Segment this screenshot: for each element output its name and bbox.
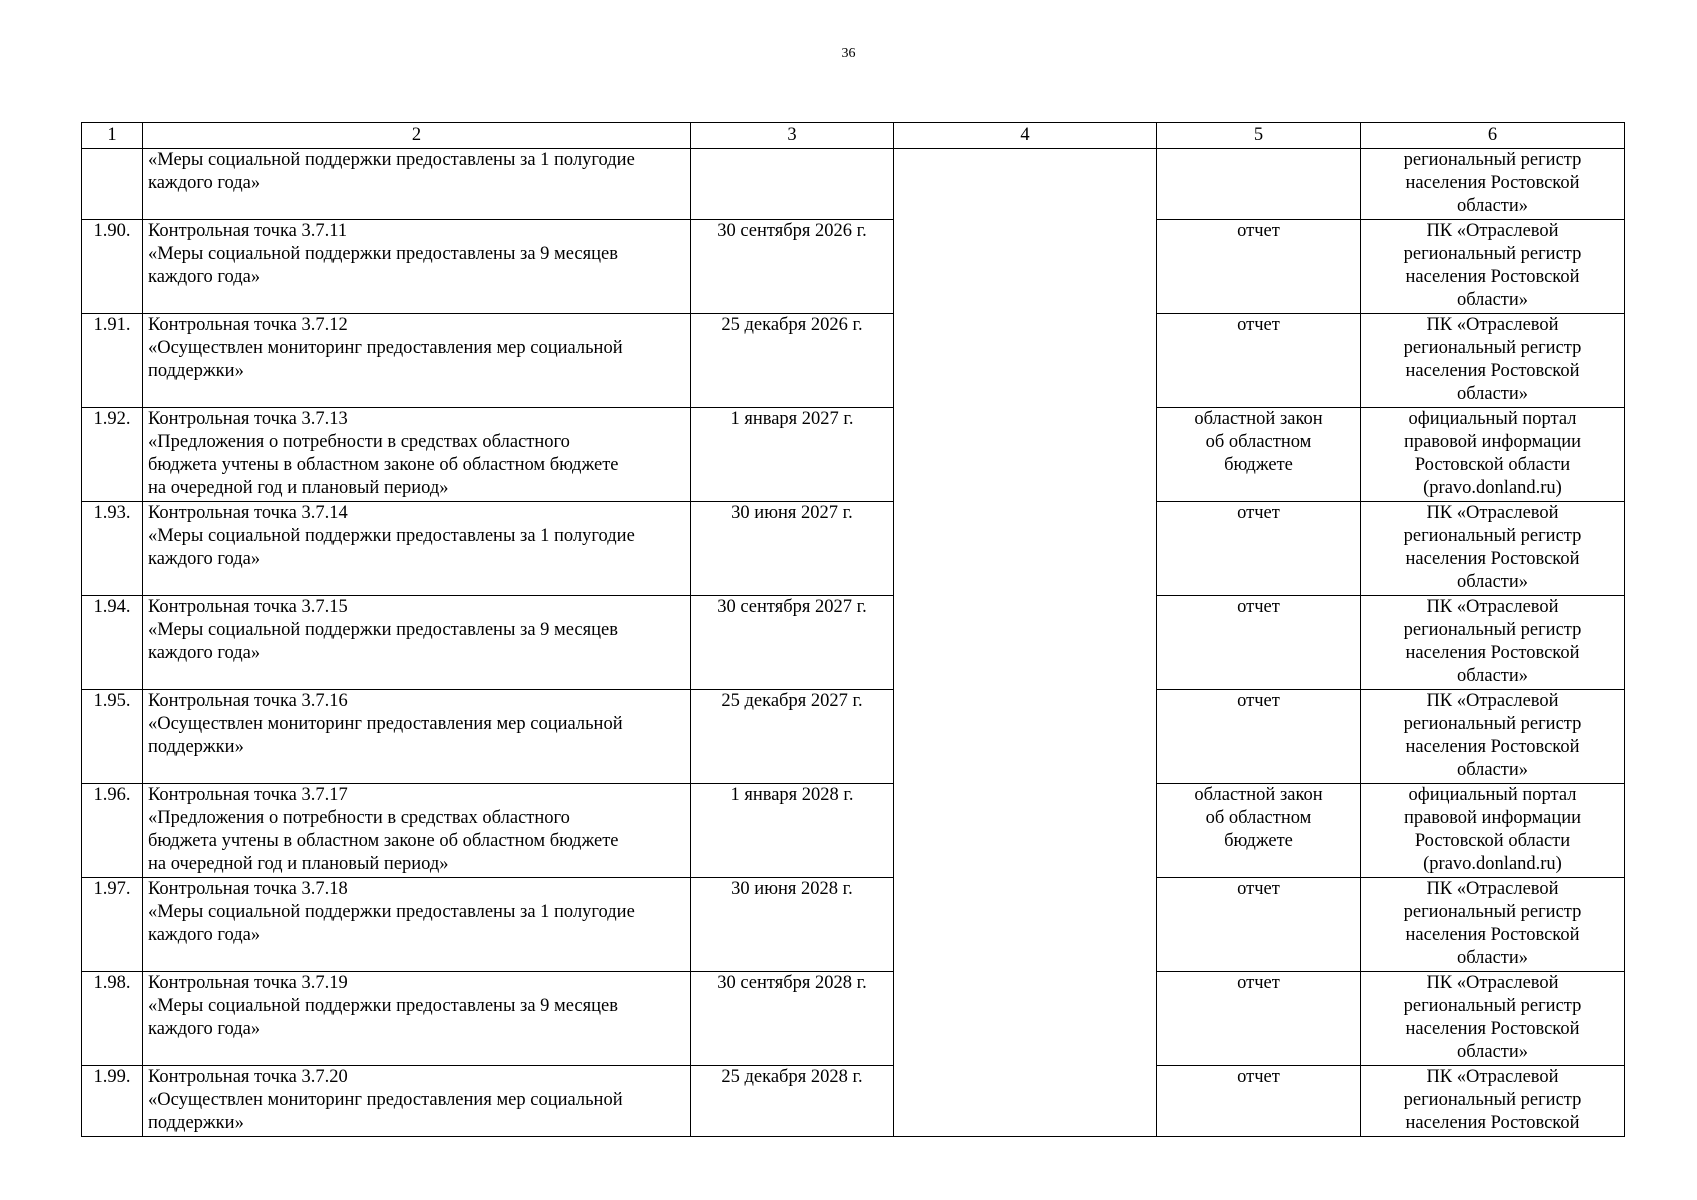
document-type-line: бюджете <box>1224 831 1293 851</box>
description-line: «Меры социальной поддержки предоставлены за 1 полугодие <box>148 902 635 922</box>
information-source-line: населения Ростовской <box>1405 737 1580 757</box>
row-information-source <box>1361 220 1625 314</box>
row-information-source <box>1361 502 1625 596</box>
description-line: «Осуществлен мониторинг предоставления мер социальной <box>148 338 623 358</box>
description-line: Контрольная точка 3.7.13 <box>148 409 348 429</box>
header-col-1: 1 <box>82 123 143 149</box>
information-source-line: области» <box>1456 196 1529 216</box>
information-source-line: ПК «Отраслевой <box>1426 973 1559 993</box>
description-line: Контрольная точка 3.7.19 <box>148 973 348 993</box>
information-source-line: официальный портал <box>1408 409 1577 429</box>
information-source-line: региональный регистр <box>1403 714 1582 734</box>
row-deadline: 25 декабря 2027 г. <box>691 690 894 784</box>
information-source-line: населения Ростовской <box>1405 1019 1580 1039</box>
information-source-line: региональный регистр <box>1403 244 1582 264</box>
information-source-line: населения Ростовской <box>1405 643 1580 663</box>
document-type-line: об областном <box>1205 432 1312 452</box>
row-deadline: 30 сентября 2028 г. <box>691 972 894 1066</box>
row-number: 1.95. <box>82 690 143 784</box>
description-line: каждого года» <box>148 267 261 287</box>
table-row <box>82 314 1625 408</box>
description-line: бюджета учтены в областном законе об областном бюджете <box>148 455 619 475</box>
description-line: «Осуществлен мониторинг предоставления мер социальной <box>148 714 623 734</box>
document-type-line: отчет <box>1237 315 1280 335</box>
information-source-line: региональный регистр <box>1403 620 1582 640</box>
row-number: 1.99. <box>82 1066 143 1137</box>
document-type-line: бюджете <box>1224 455 1293 475</box>
table-row <box>82 1066 1625 1137</box>
row-document-type <box>1157 972 1361 1066</box>
information-source-line: региональный регистр <box>1403 338 1582 358</box>
information-source-line: области» <box>1456 948 1529 968</box>
description-line: «Меры социальной поддержки предоставлены за 9 месяцев <box>148 244 618 264</box>
description-line: на очередной год и плановый период» <box>148 854 449 874</box>
description-line: Контрольная точка 3.7.14 <box>148 503 348 523</box>
description-line: каждого года» <box>148 549 261 569</box>
information-source-line: населения Ростовской <box>1405 549 1580 569</box>
information-source-line: региональный регистр <box>1403 1090 1582 1110</box>
row-number: 1.98. <box>82 972 143 1066</box>
description-line: Контрольная точка 3.7.11 <box>148 221 348 241</box>
row-deadline: 30 июня 2027 г. <box>691 502 894 596</box>
description-line: «Меры социальной поддержки предоставлены за 1 полугодие <box>148 150 635 170</box>
information-source-line: области» <box>1456 1042 1529 1062</box>
information-source-line: правовой информации <box>1403 808 1582 828</box>
row-information-source <box>1361 314 1625 408</box>
header-col-3: 3 <box>691 123 894 149</box>
information-source-line: населения Ростовской <box>1405 361 1580 381</box>
description-line: поддержки» <box>148 1113 244 1133</box>
row-number: 1.94. <box>82 596 143 690</box>
table-row <box>82 220 1625 314</box>
row-information-source <box>1361 149 1625 220</box>
description-line: Контрольная точка 3.7.20 <box>148 1067 348 1087</box>
description-line: каждого года» <box>148 173 261 193</box>
information-source-line: области» <box>1456 384 1529 404</box>
row-deadline: 30 сентября 2027 г. <box>691 596 894 690</box>
information-source-line: населения Ростовской <box>1405 1113 1580 1133</box>
row-description <box>143 220 691 314</box>
row-number: 1.91. <box>82 314 143 408</box>
row-document-type <box>1157 314 1361 408</box>
description-line: «Меры социальной поддержки предоставлены за 9 месяцев <box>148 996 618 1016</box>
responsible-cell <box>894 149 1157 1137</box>
document-type-line: отчет <box>1237 597 1280 617</box>
information-source-line: ПК «Отраслевой <box>1426 691 1559 711</box>
information-source-line: Ростовской области <box>1414 455 1571 475</box>
row-information-source <box>1361 596 1625 690</box>
table-row <box>82 972 1625 1066</box>
table-header-row <box>82 123 1625 149</box>
control-points-table <box>81 122 1625 1137</box>
row-deadline: 1 января 2027 г. <box>691 408 894 502</box>
description-line: «Предложения о потребности в средствах областного <box>148 808 570 828</box>
description-line: «Меры социальной поддержки предоставлены за 9 месяцев <box>148 620 618 640</box>
description-line: Контрольная точка 3.7.17 <box>148 785 348 805</box>
information-source-line: ПК «Отраслевой <box>1426 597 1559 617</box>
header-col-6: 6 <box>1361 123 1625 149</box>
row-deadline: 30 июня 2028 г. <box>691 878 894 972</box>
information-source-line: региональный регистр <box>1403 526 1582 546</box>
information-source-line: ПК «Отраслевой <box>1426 315 1559 335</box>
document-type-line: отчет <box>1237 691 1280 711</box>
description-line: Контрольная точка 3.7.12 <box>148 315 348 335</box>
document-type-line: отчет <box>1237 879 1280 899</box>
information-source-line: ПК «Отраслевой <box>1426 879 1559 899</box>
page-number: 36 <box>841 46 856 61</box>
information-source-line: ПК «Отраслевой <box>1426 503 1559 523</box>
description-line: на очередной год и плановый период» <box>148 478 449 498</box>
row-document-type <box>1157 220 1361 314</box>
row-information-source <box>1361 878 1625 972</box>
row-description <box>143 1066 691 1137</box>
description-line: «Предложения о потребности в средствах областного <box>148 432 570 452</box>
table-row <box>82 408 1625 502</box>
header-col-2: 2 <box>143 123 691 149</box>
row-document-type <box>1157 784 1361 878</box>
document-type-line: отчет <box>1237 1067 1280 1087</box>
table-row <box>82 502 1625 596</box>
row-document-type <box>1157 408 1361 502</box>
table-row <box>82 784 1625 878</box>
row-description <box>143 408 691 502</box>
information-source-line: области» <box>1456 666 1529 686</box>
row-number: 1.97. <box>82 878 143 972</box>
row-document-type <box>1157 596 1361 690</box>
description-line: каждого года» <box>148 925 261 945</box>
row-information-source <box>1361 784 1625 878</box>
information-source-line: области» <box>1456 760 1529 780</box>
information-source-line: области» <box>1456 290 1529 310</box>
row-document-type <box>1157 878 1361 972</box>
row-deadline: 25 декабря 2026 г. <box>691 314 894 408</box>
row-deadline: 30 сентября 2026 г. <box>691 220 894 314</box>
description-line: «Осуществлен мониторинг предоставления мер социальной <box>148 1090 623 1110</box>
document-type-line: об областном <box>1205 808 1312 828</box>
row-deadline <box>691 149 894 220</box>
description-line: бюджета учтены в областном законе об областном бюджете <box>148 831 619 851</box>
information-source-line: (pravo.donland.ru) <box>1423 478 1562 498</box>
row-description <box>143 596 691 690</box>
information-source-line: Ростовской области <box>1414 831 1571 851</box>
table-row <box>82 596 1625 690</box>
document-type-line: отчет <box>1237 973 1280 993</box>
row-deadline: 25 декабря 2028 г. <box>691 1066 894 1137</box>
row-description <box>143 149 691 220</box>
row-information-source <box>1361 408 1625 502</box>
information-source-line: правовой информации <box>1403 432 1582 452</box>
information-source-line: населения Ростовской <box>1405 925 1580 945</box>
row-description <box>143 690 691 784</box>
document-type-line: отчет <box>1237 503 1280 523</box>
row-information-source <box>1361 690 1625 784</box>
table-row <box>82 690 1625 784</box>
description-line: каждого года» <box>148 1019 261 1039</box>
information-source-line: региональный регистр <box>1403 996 1582 1016</box>
row-number: 1.92. <box>82 408 143 502</box>
information-source-line: ПК «Отраслевой <box>1426 1067 1559 1087</box>
row-information-source <box>1361 1066 1625 1137</box>
description-line: Контрольная точка 3.7.15 <box>148 597 348 617</box>
description-line: поддержки» <box>148 361 244 381</box>
information-source-line: ПК «Отраслевой <box>1426 221 1559 241</box>
document-type-line: отчет <box>1237 221 1280 241</box>
information-source-line: официальный портал <box>1408 785 1577 805</box>
description-line: поддержки» <box>148 737 244 757</box>
description-line: «Меры социальной поддержки предоставлены за 1 полугодие <box>148 526 635 546</box>
row-number: 1.93. <box>82 502 143 596</box>
row-deadline: 1 января 2028 г. <box>691 784 894 878</box>
table-row <box>82 878 1625 972</box>
row-document-type <box>1157 690 1361 784</box>
row-description <box>143 878 691 972</box>
document-type-line: областной закон <box>1194 785 1323 805</box>
information-source-line: населения Ростовской <box>1405 173 1580 193</box>
row-number <box>82 149 143 220</box>
row-number: 1.96. <box>82 784 143 878</box>
description-line: Контрольная точка 3.7.16 <box>148 691 348 711</box>
row-document-type <box>1157 1066 1361 1137</box>
information-source-line: (pravo.donland.ru) <box>1423 854 1562 874</box>
table-row <box>82 149 1625 220</box>
header-col-5: 5 <box>1157 123 1361 149</box>
row-description <box>143 972 691 1066</box>
row-description <box>143 314 691 408</box>
information-source-line: населения Ростовской <box>1405 267 1580 287</box>
row-document-type <box>1157 149 1361 220</box>
description-line: Контрольная точка 3.7.18 <box>148 879 348 899</box>
row-description <box>143 784 691 878</box>
header-col-4: 4 <box>894 123 1157 149</box>
document-type-line: областной закон <box>1194 409 1323 429</box>
row-information-source <box>1361 972 1625 1066</box>
row-document-type <box>1157 502 1361 596</box>
row-number: 1.90. <box>82 220 143 314</box>
information-source-line: региональный регистр <box>1403 902 1582 922</box>
information-source-line: региональный регистр <box>1403 150 1582 170</box>
row-description <box>143 502 691 596</box>
description-line: каждого года» <box>148 643 261 663</box>
information-source-line: области» <box>1456 572 1529 592</box>
